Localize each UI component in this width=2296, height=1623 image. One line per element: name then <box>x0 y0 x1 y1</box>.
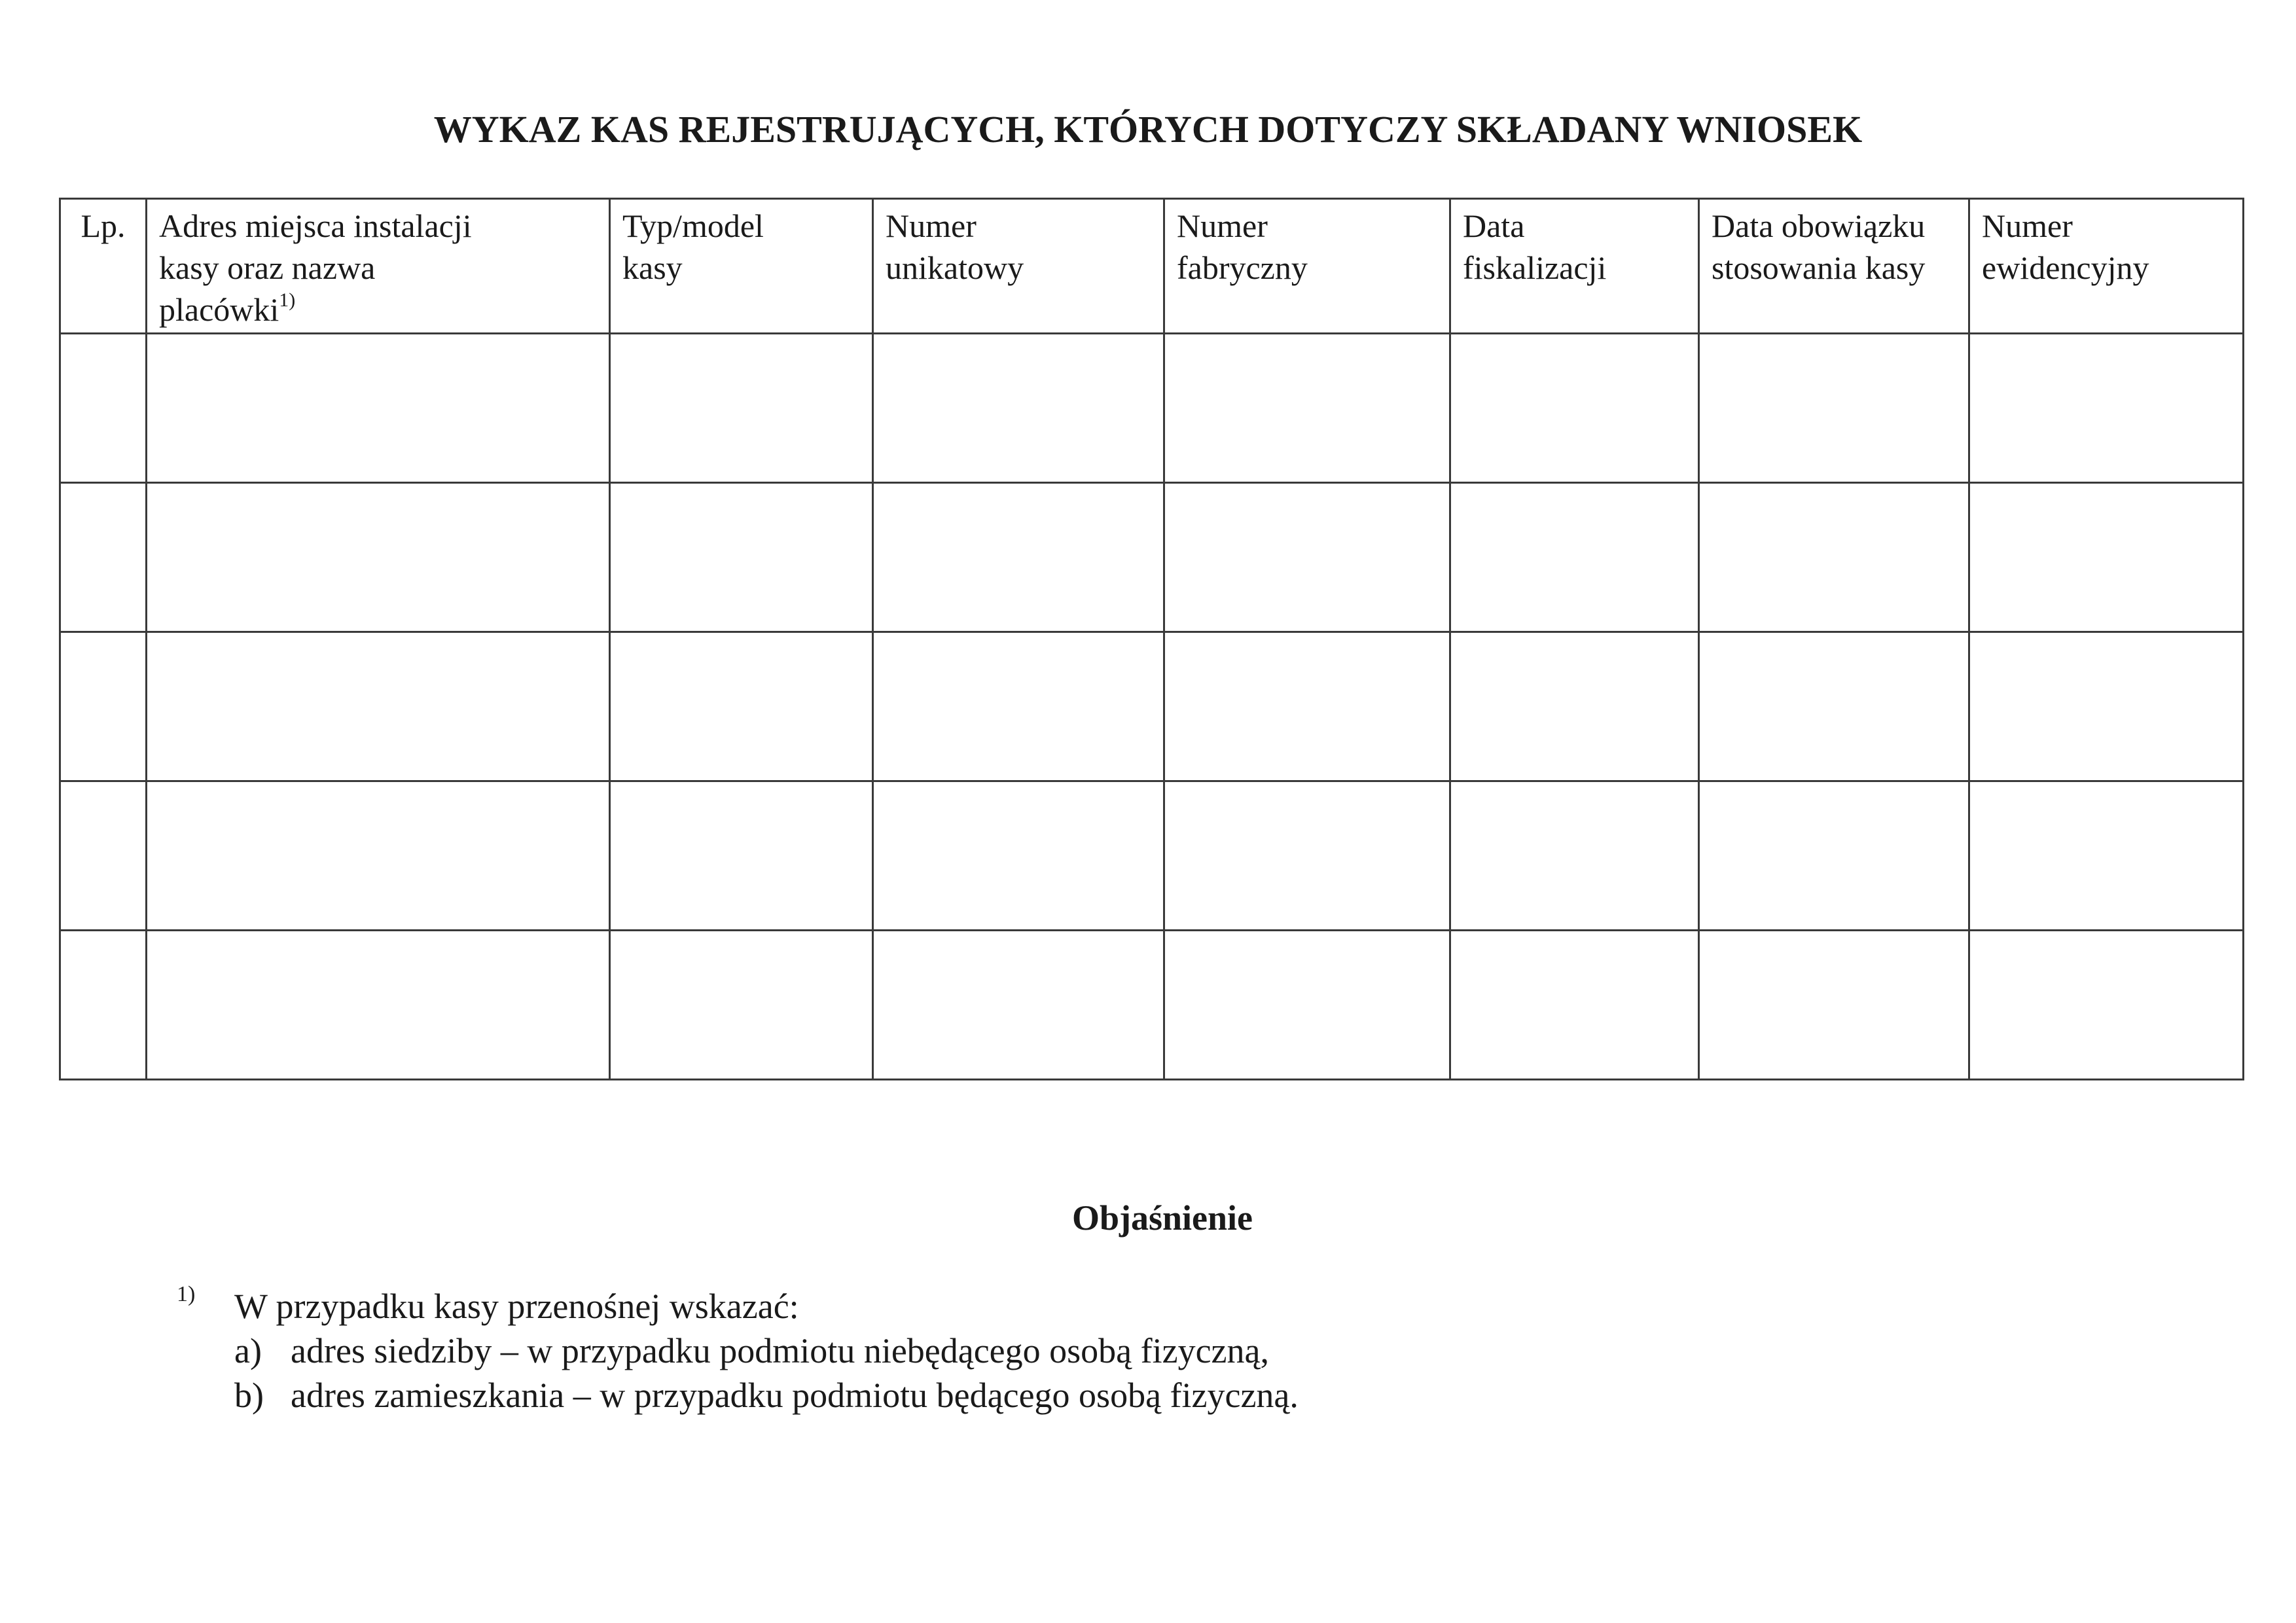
table-row <box>60 781 2244 931</box>
table-cell[interactable] <box>147 483 610 632</box>
table-cell[interactable] <box>1699 334 1969 483</box>
header-lp <box>60 199 147 334</box>
table-cell[interactable] <box>873 334 1164 483</box>
header-factory-number <box>1164 199 1450 334</box>
table-cell[interactable] <box>1969 483 2244 632</box>
table-cell[interactable] <box>147 334 610 483</box>
table-cell[interactable] <box>610 334 873 483</box>
header-label: Lp. <box>81 207 126 244</box>
table-row <box>60 334 2244 483</box>
table-cell[interactable] <box>1969 781 2244 931</box>
table-cell[interactable] <box>610 632 873 781</box>
table-cell[interactable] <box>60 781 147 931</box>
header-label: Data obowiązku stosowania kasy <box>1712 207 1926 286</box>
header-label: Numer fabryczny <box>1177 207 1308 286</box>
item-label: b) <box>234 1376 264 1415</box>
table-cell[interactable] <box>873 483 1164 632</box>
table-cell[interactable] <box>1699 483 1969 632</box>
table-cell[interactable] <box>60 931 147 1080</box>
table-cell[interactable] <box>873 781 1164 931</box>
footnote-item-a <box>234 1329 1269 1373</box>
explanation-heading: Objaśnienie <box>1071 1198 1253 1238</box>
table-cell[interactable] <box>1450 781 1699 931</box>
header-registry-number <box>1969 199 2244 334</box>
table-cell[interactable] <box>1450 483 1699 632</box>
header-unique-number <box>873 199 1164 334</box>
table-cell[interactable] <box>1969 334 2244 483</box>
header-type-model <box>610 199 873 334</box>
item-text: adres siedziby – w przypadku podmiotu niebędącego osobą fizyczną, <box>291 1331 1269 1370</box>
header-label: Numer unikatowy <box>886 207 1024 286</box>
table-cell[interactable] <box>1450 632 1699 781</box>
table-cell[interactable] <box>147 931 610 1080</box>
header-label: Adres miejsca instalacji kasy oraz nazwa placówki$^{1)}$ <box>159 207 472 328</box>
header-label: Typ/model kasy <box>622 207 764 286</box>
table-cell[interactable] <box>610 781 873 931</box>
header-obligation-date <box>1699 199 1969 334</box>
table-cell[interactable] <box>60 632 147 781</box>
table-row <box>60 483 2244 632</box>
table-cell[interactable] <box>147 632 610 781</box>
table-header-row <box>60 199 2244 334</box>
table-cell[interactable] <box>1164 632 1450 781</box>
footnote-reference: 1) <box>279 289 296 312</box>
table-cell[interactable] <box>1699 931 1969 1080</box>
table-row <box>60 931 2244 1080</box>
table-cell[interactable] <box>1699 781 1969 931</box>
table-cell[interactable] <box>1699 632 1969 781</box>
item-label: a) <box>234 1331 262 1370</box>
table-cell[interactable] <box>1969 931 2244 1080</box>
footnote-item-b <box>234 1373 1299 1418</box>
table-cell[interactable] <box>1164 334 1450 483</box>
table-row <box>60 632 2244 781</box>
table-cell[interactable] <box>1164 483 1450 632</box>
table-cell[interactable] <box>610 931 873 1080</box>
table-cell[interactable] <box>1164 781 1450 931</box>
table-cell[interactable] <box>60 334 147 483</box>
header-label: Numer ewidencyjny <box>1982 207 2149 286</box>
table-cell[interactable] <box>60 483 147 632</box>
table-cell[interactable] <box>1164 931 1450 1080</box>
item-text: adres zamieszkania – w przypadku podmiotu będącego osobą fizyczną. <box>291 1376 1299 1415</box>
table-cell[interactable] <box>1450 931 1699 1080</box>
table-cell[interactable] <box>1450 334 1699 483</box>
table-cell[interactable] <box>147 781 610 931</box>
table-cell[interactable] <box>873 632 1164 781</box>
header-label: Data fiskalizacji <box>1463 207 1607 286</box>
header-address <box>147 199 610 334</box>
table-cell[interactable] <box>610 483 873 632</box>
footnote-intro: W przypadku kasy przenośnej wskazać: <box>234 1287 799 1326</box>
cash-register-table <box>59 198 2244 1080</box>
table-cell[interactable] <box>873 931 1164 1080</box>
document-title: WYKAZ KAS REJESTRUJĄCYCH, KTÓRYCH DOTYCZY SKŁADANY WNIOSEK <box>433 108 1863 151</box>
header-fiscalization-date <box>1450 199 1699 334</box>
table-cell[interactable] <box>1969 632 2244 781</box>
footnote-marker: 1) <box>177 1282 196 1306</box>
table-body <box>60 334 2244 1080</box>
